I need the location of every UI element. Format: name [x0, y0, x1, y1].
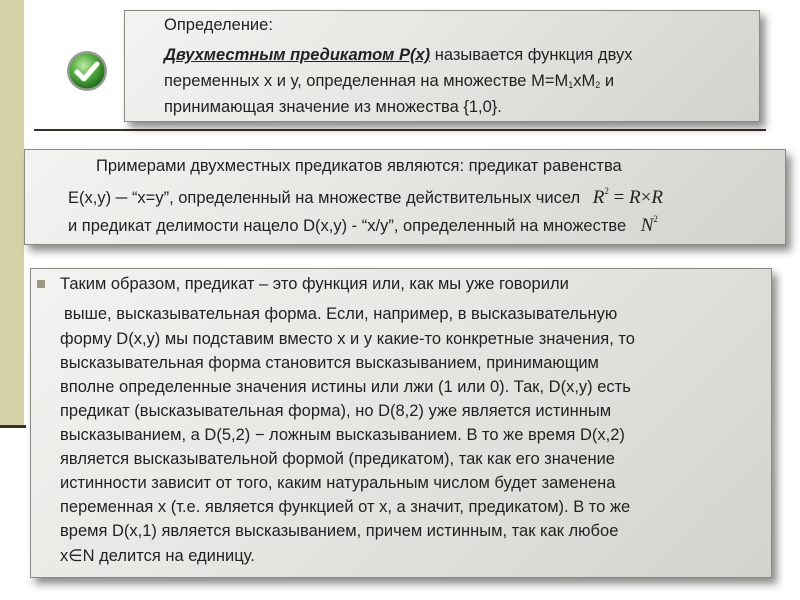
- checkmark-icon: [66, 50, 108, 92]
- math-exponent: 2: [653, 214, 658, 224]
- math-symbol: N: [640, 215, 654, 236]
- paragraph-line: вполне определенные значения истины или лжи (1 или 0). Так, D(x,y) есть: [60, 378, 631, 396]
- definition-line-1: [164, 46, 632, 65]
- left-decor-band: [0, 0, 24, 425]
- math-operator: =: [613, 187, 625, 208]
- paragraph-line: выше, высказывательная форма. Если, например, в высказывательную: [64, 305, 618, 323]
- paragraph-line: высказывательная форма становится высказыванием, принимающим: [60, 354, 599, 372]
- paragraph-line: время D(x,1) является высказыванием, причем истинным, так как любое: [60, 522, 619, 540]
- definition-line-2-text: переменных х и у, определенная на множестве М=М: [164, 72, 569, 90]
- subscript-2: 2: [595, 80, 601, 90]
- paragraph-line: Таким образом, предикат – это функция или, как мы уже говорили: [60, 275, 569, 293]
- definition-title: Определение:: [164, 16, 273, 34]
- definition-line-2: [164, 72, 614, 91]
- math-n-squared: [641, 215, 658, 236]
- math-symbol: R: [629, 187, 641, 208]
- math-r-squared: [593, 187, 663, 208]
- paragraph-line: высказыванием, а D(5,2) − ложным высказыванием. В то же время D(x,2): [60, 426, 625, 444]
- math-symbol: R: [651, 187, 663, 208]
- horizontal-divider: [34, 129, 766, 131]
- paragraph-line: предикат (высказывательная форма), но D(8,2) уже является истинным: [60, 402, 612, 420]
- examples-line-2-text: E(x,y) ─ “x=y”, определенный на множестве действительных чисел: [68, 189, 581, 207]
- paragraph-line: х∈N делится на единицу.: [60, 547, 255, 565]
- math-exponent: 2: [604, 186, 609, 196]
- paragraph-line: форму D(x,y) мы подставим вместо х и у какие-то конкретные значения, то: [60, 330, 635, 348]
- definition-line-2-text-c: и: [600, 72, 615, 90]
- examples-line-1: Примерами двухместных предикатов являются: предикат равенства: [96, 157, 622, 175]
- paragraph-line: истинности зависит от того, каким натуральным числом будет заменена: [60, 474, 616, 492]
- math-symbol: R: [592, 187, 605, 208]
- paragraph-line: является высказывательной формой (предикатом), так как его значение: [60, 450, 615, 468]
- examples-line-3-text: и предикат делимости нацело D(x,y) - “x/y”, определенный на множестве: [68, 217, 627, 235]
- math-operator: ×: [640, 187, 652, 208]
- left-divider: [0, 425, 26, 428]
- definition-line-2-text-b: хМ: [573, 72, 596, 90]
- definition-term: Двухместным предикатом P(x): [164, 46, 431, 64]
- bullet-icon: [37, 280, 45, 288]
- subscript-1: 1: [568, 80, 574, 90]
- paragraph-line: переменная х (т.е. является функцией от х, а значит, предикатом). В то же: [60, 498, 631, 516]
- definition-line-1-rest: называется функция двух: [430, 46, 633, 64]
- definition-line-3: принимающая значение из множества {1,0}.: [164, 98, 502, 116]
- examples-line-2: [68, 186, 663, 209]
- examples-line-3: [68, 214, 658, 237]
